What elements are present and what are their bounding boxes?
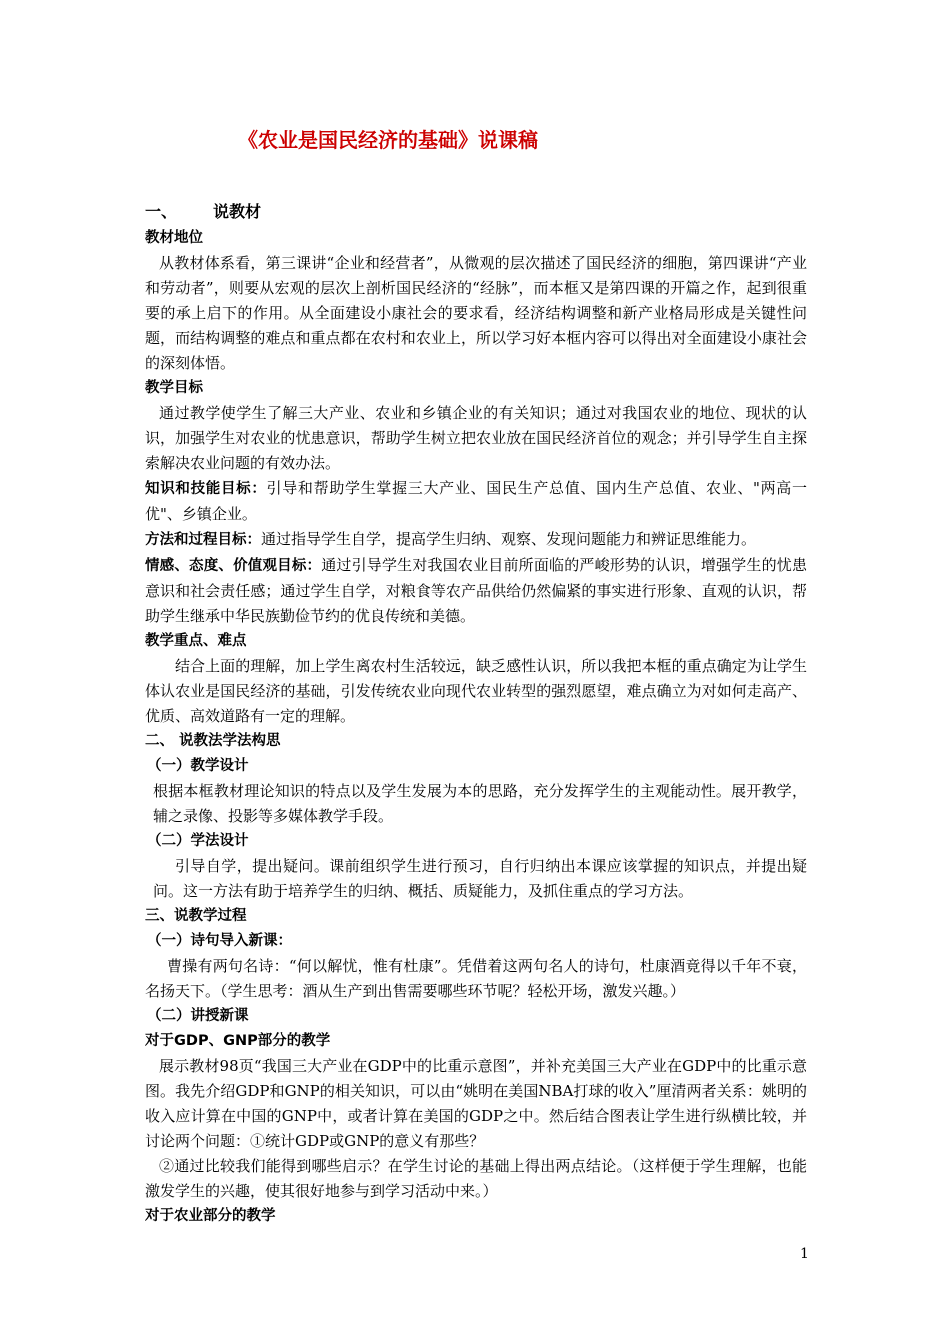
paragraph-gdp-gnp-continued: ②通过比较我们能得到哪些启示？在学生讨论的基础上得出两点结论。（这样便于学生理解，也能激发学生的兴趣，使其很好地参与到学习活动中来。） <box>145 1157 807 1200</box>
heading-new-lesson: （二）讲授新课 <box>147 1008 249 1024</box>
heading-teaching-goals: 教学目标 <box>145 380 203 396</box>
section-1-title: 说教材 <box>213 202 262 221</box>
page-number: 1 <box>800 1246 809 1262</box>
paragraph-teaching-goals: 通过教学使学生了解三大产业、农业和乡镇企业的有关知识；通过对我国农业的地位、现状的认识，加强学生对农业的忧患意识，帮助学生树立把农业放在国民经济首位的观念；并引导学生自主探索解决农业问题的有效办法。 <box>145 404 807 472</box>
paragraph-textbook-position: 从教材体系看，第三课讲“企业和经营者”，从微观的层次描述了国民经济的细胞，第四课讲“产业和劳动者”，则要从宏观的层次上剖析国民经济的“经脉”，而本框又是第四课的开篇之作，起到很重要的承上启下的作用。从全面建设小康社会的要求看，经济结构调整和新产业格局形成是关键性问题，而结构调整的难点和重点都在农村和农业上，所以学习好本框内容可以得出对全面建设小康社会的深刻体悟。 <box>145 254 807 372</box>
paragraph-teaching-design: 根据本框教材理论知识的特点以及学生发展为本的思路，充分发挥学生的主观能动性。展开教学，辅之录像、投影等多媒体教学手段。 <box>153 782 807 825</box>
section-1-heading <box>145 198 807 226</box>
knowledge-goal-label: 知识和技能目标： <box>145 481 267 497</box>
section-1-number: 一、 <box>145 202 178 221</box>
knowledge-goal-text: 引导和帮助学生掌握三大产业、国民生产总值、国内生产总值、农业、"两高一优"、乡镇企业。 <box>145 479 808 523</box>
emotion-goal-label: 情感、态度、价值观目标： <box>145 558 322 574</box>
document-body <box>145 198 807 1229</box>
paragraph-key-points: 结合上面的理解，加上学生离农村生活较远，缺乏感性认识，所以我把本框的重点确定为让学生体认农业是国民经济的基础，引发传统农业向现代农业转型的强烈愿望，难点确立为对如何走高产、优质、高效道路有一定的理解。 <box>145 657 807 725</box>
paragraph-learning-design: 引导自学，提出疑问。课前组织学生进行预习，自行归纳出本课应该掌握的知识点，并提出疑问。这一方法有助于培养学生的归纳、概括、质疑能力，及抓住重点的学习方法。 <box>153 857 807 900</box>
paragraph-emotion-goal <box>145 553 807 629</box>
heading-gdp-gnp: 对于GDP、GNP部分的教学 <box>145 1033 331 1049</box>
page-title: 《农业是国民经济的基础》说课稿 <box>238 128 538 152</box>
paragraph-method-goal <box>145 527 807 553</box>
heading-key-points: 教学重点、难点 <box>145 633 247 649</box>
paragraph-gdp-gnp: 展示教材98页“我国三大产业在GDP中的比重示意图”，并补充美国三大产业在GDP中的比重示意图。我先介绍GDP和GNP的相关知识，可以由“姚明在美国NBA打球的收入”厘清两者关系：姚明的收入应计算在中国的GNP中，或者计算在美国的GDP之中。然后结合图表让学生进行纵横比较，并讨论两个问题：①统计GDP或GNP的意义有那些？ <box>145 1057 807 1150</box>
heading-learning-design: （二）学法设计 <box>147 833 249 849</box>
heading-agriculture: 对于农业部分的教学 <box>145 1208 276 1224</box>
heading-textbook-position: 教材地位 <box>145 230 203 246</box>
heading-teaching-design: （一）教学设计 <box>147 758 249 774</box>
method-goal-text: 通过指导学生自学，提高学生归纳、观察、发现问题能力和辨证思维能力。 <box>261 530 757 548</box>
heading-poem-intro: （一）诗句导入新课： <box>147 933 292 949</box>
emotion-goal-text: 通过引导学生对我国农业目前所面临的严峻形势的认识，增强学生的忧患意识和社会责任感；通过学生自学，对粮食等农产品供给仍然偏紧的事实进行形象、直观的认识，帮助学生继承中华民族勤俭节约的优良传统和美德。 <box>145 556 807 625</box>
section-3-heading: 三、说教学过程 <box>145 908 247 924</box>
method-goal-label: 方法和过程目标： <box>145 532 261 548</box>
section-2-heading: 二、 说教法学法构思 <box>145 733 281 749</box>
paragraph-knowledge-goal <box>145 476 807 527</box>
paragraph-poem-intro: 曹操有两句名诗：“何以解忧，惟有杜康”。凭借着这两句名人的诗句，杜康酒竟得以千年不衰，名扬天下。（学生思考：酒从生产到出售需要哪些环节呢？轻松开场，激发兴趣。） <box>145 957 807 1000</box>
